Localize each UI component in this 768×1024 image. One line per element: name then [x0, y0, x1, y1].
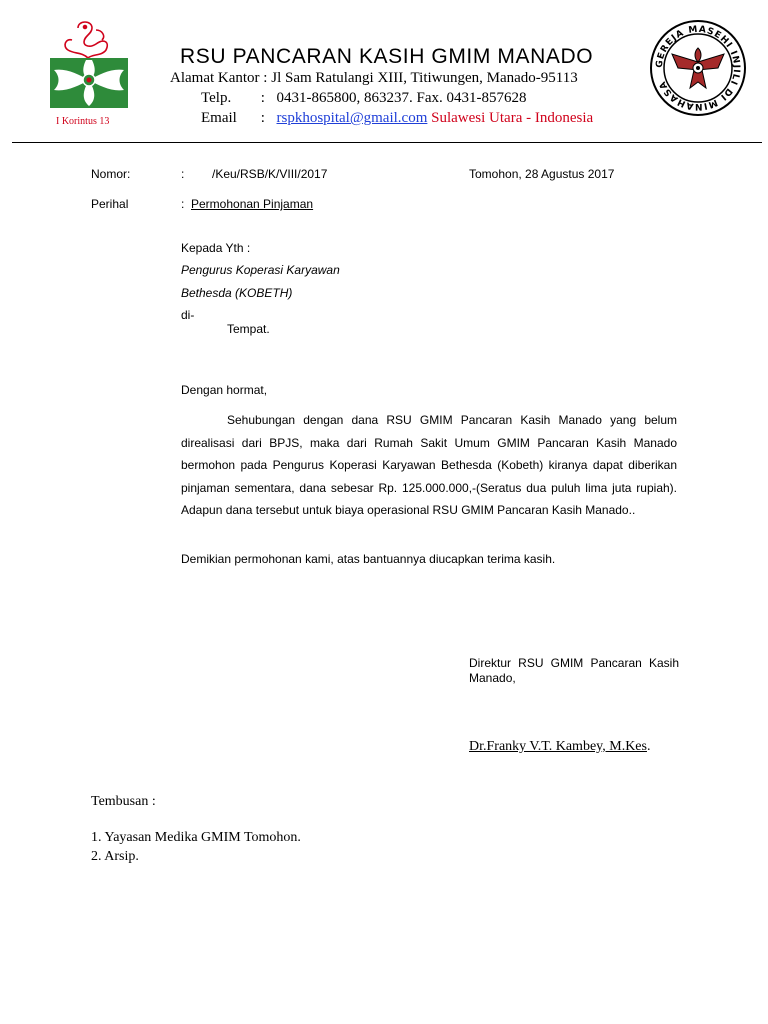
subject-label: Perihal — [91, 197, 129, 211]
motto-text: I Korintus 13 — [56, 116, 110, 127]
email-line — [201, 110, 593, 127]
di-text: di- — [181, 308, 195, 322]
recipient-line-2: Bethesda (KOBETH) — [181, 286, 293, 300]
address-line — [170, 70, 578, 87]
to-line: Kepada Yth : — [181, 241, 251, 255]
org-name: RSU PANCARAN KASIH GMIM MANADO — [180, 45, 594, 68]
email-link[interactable]: rspkhospital@gmail.com — [276, 110, 428, 126]
cc-label: Tembusan : — [91, 794, 156, 809]
address-label: Alamat Kantor : — [170, 70, 268, 86]
cc-item: 2. Arsip. — [91, 849, 139, 864]
number-label: Nomor: — [91, 167, 131, 181]
region-text: Sulawesi Utara - Indonesia — [431, 110, 594, 126]
subject-separator: : — [181, 197, 185, 211]
recipient-line-1: Pengurus Koperasi Karyawan — [181, 263, 340, 277]
place-date: Tomohon, 28 Agustus 2017 — [469, 167, 615, 181]
church-seal — [648, 18, 748, 118]
subject-text: Permohonan Pinjaman — [191, 197, 314, 211]
hospital-logo — [48, 18, 130, 128]
seal-text: GEREJA MASEHI INJILI DI MINAHASA — [654, 24, 742, 112]
phone-separator: : — [260, 90, 265, 106]
address-text: Jl Sam Ratulangi XIII, Titiwungen, Manado-95113 — [271, 70, 578, 86]
email-label: Email — [201, 110, 237, 126]
cc-item: 1. Yayasan Medika GMIM Tomohon. — [91, 830, 301, 845]
closing-paragraph: Demikian permohonan kami, atas bantuannya diucapkan terima kasih. — [181, 552, 556, 566]
number-separator: : — [181, 167, 185, 181]
body-text: Sehubungan dengan dana RSU GMIM Pancaran Kasih Manado yang belum direalisasi dari BPJS, maka dari Rumah Sakit Umum GMIM Pancaran Kasih Manado bermohon pada Pengurus Koperasi Karyawan Bethesda (Kobeth) kiranya dapat diberikan pinjaman sementara, dana sebesar Rp. 125.000.000,-(Seratus dua puluh lima juta rupiah). Adapun dana tersebut untuk biaya operasional RSU GMIM Pancaran Kasih Manado.. — [181, 413, 677, 517]
greeting: Dengan hormat, — [181, 383, 268, 397]
signer-name-text: Dr.Franky V.T. Kambey, M.Kes — [469, 739, 647, 754]
signer-name — [469, 739, 650, 755]
body-paragraph — [181, 409, 677, 522]
letter-number: /Keu/RSB/K/VIII/2017 — [212, 167, 328, 181]
signer-name-period: . — [646, 739, 651, 754]
phone-text: 0431-865800, 863237. Fax. 0431-857628 — [276, 90, 527, 106]
pelican-cross-icon — [48, 18, 130, 118]
church-seal-icon — [648, 18, 748, 118]
phone-label: Telp. — [201, 90, 232, 106]
phone-line — [201, 90, 527, 107]
header-divider — [12, 142, 762, 143]
email-separator: : — [260, 110, 265, 126]
signer-role: Direktur RSU GMIM Pancaran Kasih Manado, — [469, 656, 679, 685]
tempat-text: Tempat. — [227, 322, 270, 336]
